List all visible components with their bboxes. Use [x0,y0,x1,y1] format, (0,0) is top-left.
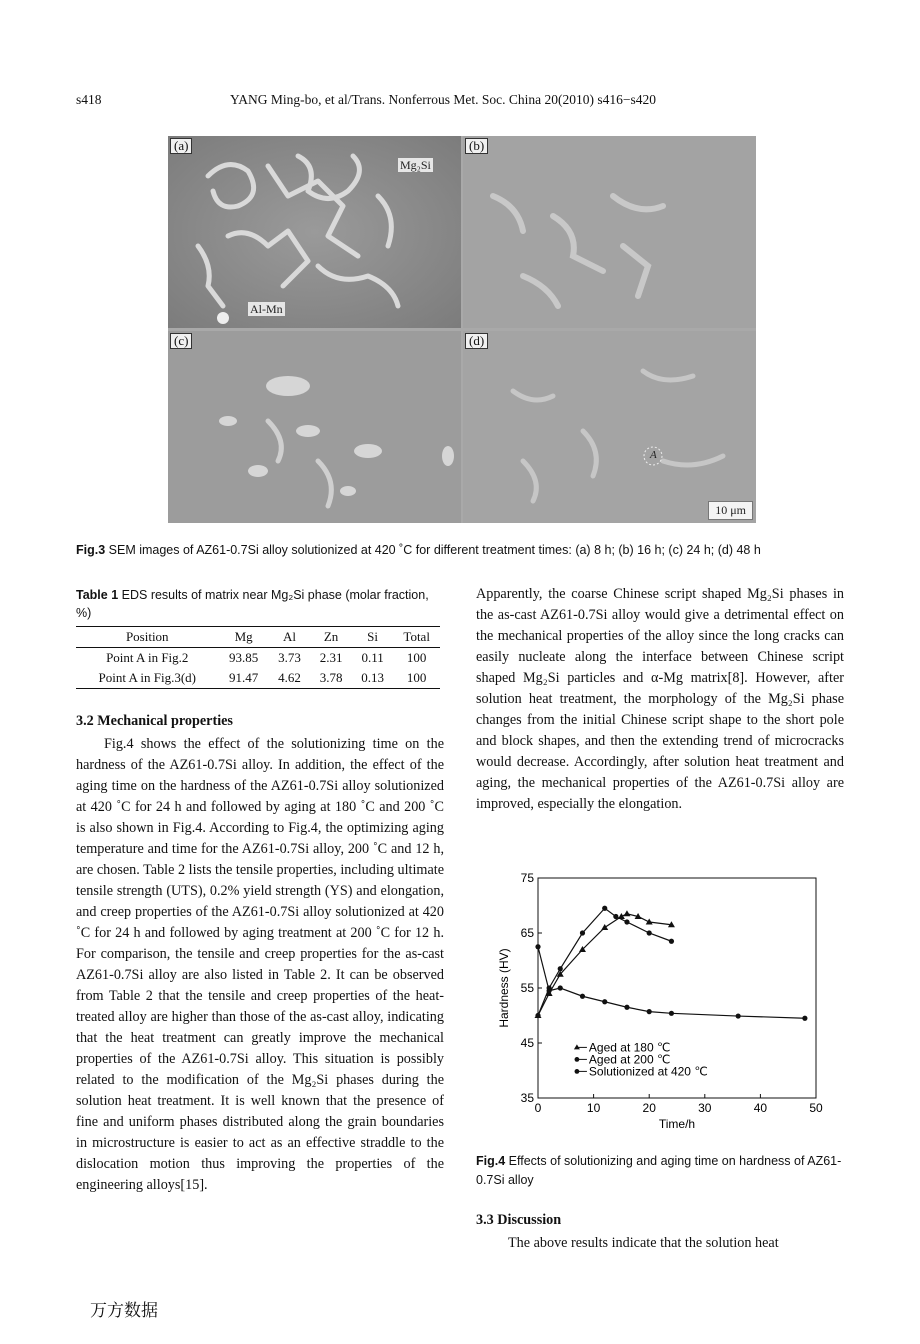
table-row [76,648,440,669]
figure4-caption-text: Effects of solutionizing and aging time on hardness of AZ61-0.7Si alloy [476,1154,842,1187]
sem-figure [168,136,756,523]
table-cell: 91.47 [219,668,269,689]
sem-panel-c [168,331,461,523]
data-point [580,994,585,999]
page-number: s418 [76,92,102,107]
panel-label-d: (d) [465,333,488,349]
table1-header-cell: Zn [310,627,352,648]
table1-header-cell: Total [393,627,440,648]
data-point [558,985,563,990]
legend-marker [575,1057,580,1062]
sem-image-d [463,331,756,523]
y-tick-label: 45 [520,1036,534,1050]
table1-header-cell: Si [352,627,394,648]
point-a-callout: A [650,449,657,461]
scale-bar: 10 μm [708,501,753,520]
figure3-caption [76,543,761,557]
figure4-caption [476,1152,844,1190]
figure3-caption-lead: Fig.3 [76,543,106,557]
footer-watermark: 万方数据 [90,1301,158,1321]
table1-caption-lead: Table 1 [76,588,119,602]
table-cell: 2.31 [319,650,343,665]
running-title: YANG Ming-bo, et al/Trans. Nonferrous Met. Soc. China 20(2010) s416−s420 [230,92,656,107]
data-point [535,944,540,949]
data-point [602,999,607,1004]
data-point [669,939,674,944]
x-tick-label: 0 [534,1101,542,1115]
data-point [802,1016,807,1021]
x-tick-label: 30 [698,1101,712,1115]
sem-image-c [168,331,461,523]
table1-header-cell: Al [269,627,311,648]
table-row [76,668,440,689]
data-point [602,906,607,911]
y-axis-label: Hardness (HV) [497,948,511,1028]
y-tick-label: 75 [520,871,534,885]
y-tick-label: 65 [520,926,534,940]
table-cell: 93.85 [229,650,259,665]
legend-label: Aged at 180 ℃ [588,1040,671,1055]
table1-header-row [76,627,440,648]
table1 [76,626,440,689]
sem-panel-a [168,136,461,328]
legend-label: Aged at 200 ℃ [588,1052,671,1067]
section-3-2-paragraph: Fig.4 shows the effect of the solutionizing time on the hardness of the AZ61-0.7Si alloy. In addition, the effect of the aging time on the hardness of the AZ61-0.7Si alloy solutionized at 420 ˚C for 24 h and followed by aging at 180 ˚C and 200 ˚C is also shown in Fig.4. According to Fig.4, the optimizing aging temperature and time for the AZ61-0.7Si alloy, 200 ˚C and 12 h, are chosen. Table 2 lists the tensile properties, including ultimate tensile strength (UTS), 0.2% yield strength (YS) and elongation, and creep properties of the AZ61-0.7Si alloy solutionized at 420 ˚C for 24 h and followed by aging treatment at 200 ˚C for 12 h. For comparison, the tensile and creep properties for the as-cast AZ61-0.7Si alloy are also listed in Table 2. It can be observed from Table 2 that the tensile and creep properties of the heat-treated alloy are higher than those of the as-cast alloy, indicating that the heat treatment can greatly improve the mechanical properties of the AZ61-0.7Si alloy. This situation is possibly related to the modification of the Mg₂Si phases during the solution heat treatment. It is well known that the presence of fine and uniform phases distributed along the grain boundaries in microstructure is easier to act as an effective straddle to the dislocation motion thus improving the properties of the engineering alloys[15]. [76,736,444,1193]
data-point [624,919,629,924]
table-cell: 100 [406,650,427,665]
data-point [669,1011,674,1016]
data-point [736,1013,741,1018]
table1-header-cell: Position [76,627,219,648]
section-3-2-heading: 3.2 Mechanical properties [76,713,233,729]
sem-panel-d [463,331,756,523]
y-tick-label: 55 [520,981,534,995]
table-cell: Point A in Fig.2 [106,650,189,665]
table-cell: 0.13 [352,668,394,689]
x-tick-label: 20 [642,1101,656,1115]
table-cell: 4.62 [269,668,311,689]
hardness-chart [486,866,836,1146]
data-point [580,930,585,935]
table-cell: 100 [393,668,440,689]
data-point [647,930,652,935]
data-point [558,966,563,971]
data-point [535,1013,540,1018]
almn-callout: Al-Mn [250,302,283,316]
section-3-3-paragraph: The above results indicate that the solution heat [508,1235,779,1251]
panel-label-a: (a) [170,138,192,154]
data-point [547,988,552,993]
table-cell: Point A in Fig.3(d) [76,668,219,689]
table-cell: 3.78 [310,668,352,689]
data-point [601,924,608,930]
mg2si-callout: Mg₂Si [400,158,431,172]
y-tick-label: 35 [520,1091,534,1105]
panel-label-b: (b) [465,138,488,154]
data-point [624,1005,629,1010]
section-3-3-heading: 3.3 Discussion [476,1212,562,1228]
table1-caption [76,586,444,622]
table1-caption-text: EDS results of matrix near Mg₂Si phase (molar fraction, %) [76,588,429,620]
panel-label-c: (c) [170,333,192,349]
series-line-2 [538,947,805,1019]
figure3-caption-text: SEM images of AZ61-0.7Si alloy solutionized at 420 ˚C for different treatment times: (a) 8 h; (b) 16 h; (c) 24 h; (d) 48 h [108,543,761,557]
sem-panel-b [463,136,756,328]
figure4-caption-lead: Fig.4 [476,1154,506,1168]
legend-label: Solutionized at 420 ℃ [588,1064,708,1079]
sem-image-b [463,136,756,328]
table-cell: 0.11 [361,650,384,665]
data-point [646,919,653,925]
x-axis-label: Time/h [658,1117,696,1131]
data-point [647,1009,652,1014]
legend-marker [575,1069,580,1074]
x-tick-label: 50 [809,1101,823,1115]
table-cell: 3.73 [278,650,301,665]
x-tick-label: 10 [586,1101,601,1115]
data-point [623,910,630,916]
right-column-paragraph: Apparently, the coarse Chinese script shaped Mg₂Si phases in the as-cast AZ61-0.7Si alloy would give a detrimental effect on the mechanical properties of the alloy since the long cracks can easily nucleate along the interface between Chinese script shaped Mg₂Si particles and α-Mg matrix[8]. However, after solution heat treatment, the morphology of the Mg₂Si phase changes from the initial Chinese script shape to the short pole and block shapes, and then the extending trend of microcracks would decrease. Accordingly, after solution heat treatment and aging, the mechanical properties of the AZ61-0.7Si alloy are improved, especially the elongation. [476,586,844,812]
data-point [613,914,618,919]
x-tick-label: 40 [753,1101,768,1115]
table1-header-cell: Mg [219,627,269,648]
